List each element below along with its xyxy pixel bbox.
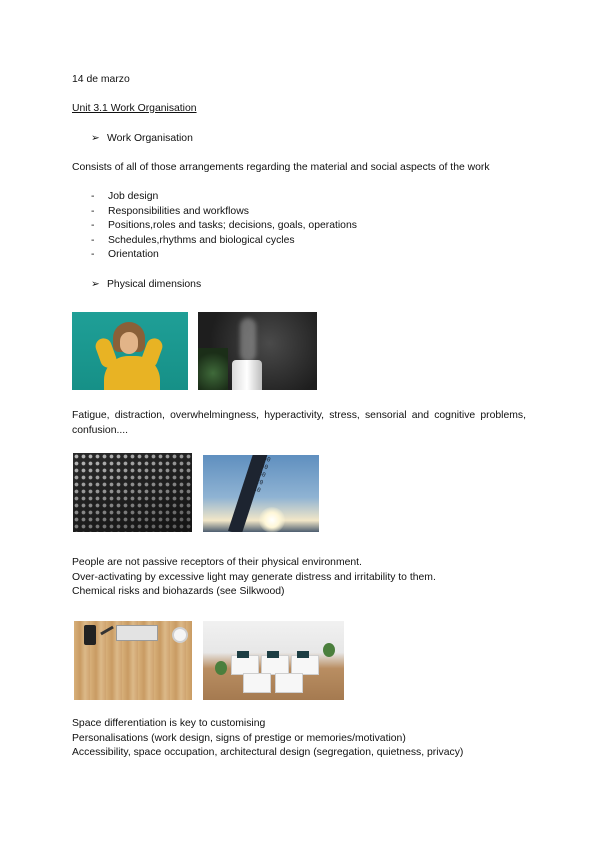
desk-flatlay-photo — [74, 621, 192, 700]
dash-marker: - — [91, 234, 95, 246]
date-line: 14 de marzo — [72, 74, 130, 85]
dash-marker: - — [91, 191, 95, 202]
section-physical-dimensions — [91, 278, 201, 291]
humidifier-photo — [198, 312, 317, 390]
open-office-photo — [203, 621, 344, 700]
list-item: - Positions,roles and tasks; decisions, goals, operations — [91, 219, 357, 234]
environment-line: People are not passive receptors of their physical environment. — [72, 557, 362, 568]
section-work-organisation — [91, 132, 193, 145]
dash-marker: - — [91, 205, 95, 217]
fatigue-paragraph: Fatigue, distraction, overwhelmingness, hyperactivity, stress, sensorial and cognitive problems, confusion.... — [72, 410, 526, 436]
thermometer-scale: 50 40 30 20 10 — [252, 455, 272, 495]
environment-line: Chemical risks and biohazards (see Silkwood) — [72, 586, 285, 597]
acoustic-foam-photo — [73, 453, 192, 532]
unit-heading: Unit 3.1 Work Organisation — [72, 103, 197, 114]
thermometer-photo — [203, 455, 319, 532]
space-line: Accessibility, space occupation, architectural design (segregation, quietness, privacy) — [72, 747, 464, 758]
section-title: Work Organisation — [107, 133, 193, 144]
section-title: Physical dimensions — [107, 279, 202, 290]
list-item: - Job design — [91, 190, 357, 205]
space-line: Space differentiation is key to customising — [72, 718, 266, 729]
dash-marker: - — [91, 220, 95, 232]
list-item: - Schedules,rhythms and biological cycles — [91, 234, 357, 249]
list-item: - Orientation — [91, 248, 357, 263]
list-item: - Responsibilities and workflows — [91, 205, 357, 220]
bullet-list — [91, 190, 357, 263]
arrow-bullet-icon: ➢ — [91, 133, 100, 144]
space-line: Personalisations (work design, signs of prestige or memories/motivation) — [72, 733, 406, 744]
definition-text: Consists of all of those arrangements regarding the material and social aspects of the work — [72, 162, 490, 173]
environment-line: Over-activating by excessive light may generate distress and irritability to them. — [72, 572, 436, 583]
stressed-woman-photo — [72, 312, 188, 390]
arrow-bullet-icon: ➢ — [91, 279, 100, 290]
dash-marker: - — [91, 249, 95, 261]
